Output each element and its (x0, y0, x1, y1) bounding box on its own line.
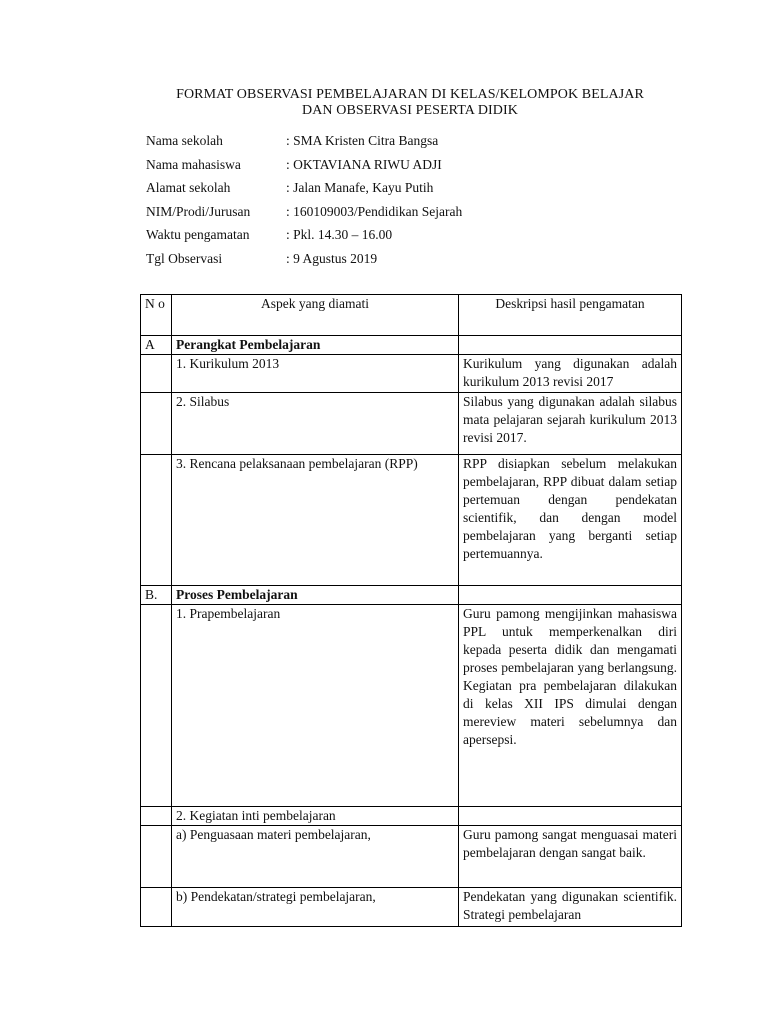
empty-cell (141, 807, 172, 826)
info-block (146, 132, 462, 273)
table-row (141, 455, 682, 586)
info-label: Tgl Observasi (146, 250, 223, 266)
aspek-cell: 2. Silabus (172, 393, 459, 455)
section-title: Proses Pembelajaran (172, 586, 459, 605)
section-row-a (141, 336, 682, 355)
info-row-student (146, 156, 462, 180)
header-desc: Deskripsi hasil pengamatan (459, 295, 682, 336)
title-line-1: FORMAT OBSERVASI PEMBELAJARAN DI KELAS/KELOMPOK BELAJAR (176, 87, 644, 102)
table-row (141, 605, 682, 807)
info-row-nim (146, 203, 462, 227)
observation-table (140, 294, 682, 927)
aspek-cell: 2. Kegiatan inti pembelajaran (172, 807, 459, 826)
document-title (100, 87, 720, 119)
aspek-cell: b) Pendekatan/strategi pembelajaran, (172, 888, 459, 927)
info-value: : Jalan Manafe, Kayu Putih (286, 180, 434, 195)
title-line-2: DAN OBSERVASI PESERTA DIDIK (302, 103, 518, 118)
info-row-address (146, 179, 462, 203)
table-row (141, 807, 682, 826)
desc-cell: Silabus yang digunakan adalah silabus mata pelajaran sejarah kurikulum 2013 revisi 2017. (459, 393, 682, 455)
empty-cell (459, 336, 682, 355)
empty-cell (141, 455, 172, 586)
desc-cell: Pendekatan yang digunakan scientifik. Strategi pembelajaran (459, 888, 682, 927)
table-row (141, 826, 682, 888)
info-label: NIM/Prodi/Jurusan (146, 203, 251, 219)
empty-cell (141, 826, 172, 888)
info-row-date (146, 250, 462, 274)
empty-cell (459, 586, 682, 605)
table-row (141, 888, 682, 927)
desc-cell: Guru pamong mengijinkan mahasiswa PPL untuk memperkenalkan diri kepada peserta didik dan mengamati proses pembelajaran yang berlangsung. Kegiatan pra pembelajaran dilakukan di kelas XII IPS dimulai dengan mereview materi sebelumnya dan apersepsi. (459, 605, 682, 807)
aspek-cell: 3. Rencana pelaksanaan pembelajaran (RPP) (172, 455, 459, 586)
header-no: N o (141, 295, 172, 336)
aspek-cell: 1. Prapembelajaran (172, 605, 459, 807)
info-label: Alamat sekolah (146, 180, 231, 195)
info-row-school (146, 132, 462, 156)
info-value: : Pkl. 14.30 – 16.00 (286, 227, 393, 242)
info-value: : SMA Kristen Citra Bangsa (286, 133, 439, 148)
empty-cell (141, 393, 172, 455)
empty-cell (141, 355, 172, 393)
section-title: Perangkat Pembelajaran (172, 336, 459, 355)
section-no: A (141, 336, 172, 355)
info-value: : OKTAVIANA RIWU ADJI (286, 156, 442, 172)
info-label: Nama sekolah (146, 133, 223, 148)
table-header-row (141, 295, 682, 336)
desc-cell: Kurikulum yang digunakan adalah kurikulum 2013 revisi 2017 (459, 355, 682, 393)
info-value: : 9 Agustus 2019 (286, 250, 378, 266)
desc-cell: Guru pamong sangat menguasai materi pembelajaran dengan sangat baik. (459, 826, 682, 888)
table-row (141, 393, 682, 455)
table-row (141, 355, 682, 393)
info-row-time (146, 226, 462, 250)
section-no: B. (141, 586, 172, 605)
info-value: : 160109003/Pendidikan Sejarah (286, 203, 463, 219)
aspek-cell: 1. Kurikulum 2013 (172, 355, 459, 393)
empty-cell (141, 605, 172, 807)
empty-cell (141, 888, 172, 927)
header-aspek: Aspek yang diamati (172, 295, 459, 336)
desc-cell: RPP disiapkan sebelum melakukan pembelajaran, RPP dibuat dalam setiap pertemuan dengan pendekatan scientifik, dan dengan model pembelajaran yang berganti setiap pertemuannya. (459, 455, 682, 586)
empty-cell (459, 807, 682, 826)
info-label: Nama mahasiswa (146, 156, 241, 172)
section-row-b (141, 586, 682, 605)
info-label: Waktu pengamatan (146, 227, 250, 242)
aspek-cell: a) Penguasaan materi pembelajaran, (172, 826, 459, 888)
